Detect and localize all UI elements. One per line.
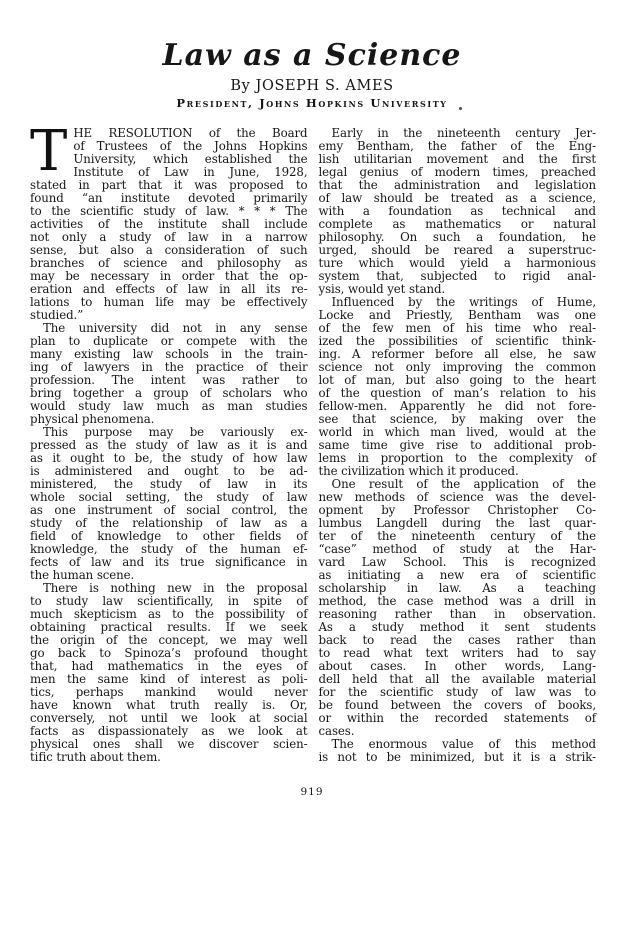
text-line: of Trustees of the Johns Hopkins (73, 139, 308, 153)
text-line: conversely, not until we look at social (30, 711, 308, 725)
text-line: urged, should be reared a superstruc- (318, 243, 596, 257)
text-line: lish utilitarian movement and the first (318, 152, 596, 166)
text-line: men the same kind of interest as poli- (30, 672, 308, 686)
text-line: pressed as the study of law as it is and (30, 438, 308, 452)
text-line: physical phenomena. (30, 412, 155, 426)
text-line: science not only improving the common (318, 360, 596, 374)
text-line: field of knowledge to other fields of (30, 529, 308, 543)
text-line: lations to human life may be effectively (30, 295, 308, 309)
text-line: ysis, would yet stand. (318, 282, 446, 296)
text-line: tics, perhaps mankind would never (30, 685, 308, 699)
text-line: may be necessary in order that the op- (30, 269, 308, 283)
text-line: studied.” (30, 308, 84, 322)
text-line: reasoning rather than in observation. (318, 607, 596, 621)
text-line: tific truth about them. (30, 750, 161, 764)
text-line: the human scene. (30, 568, 135, 582)
paragraph (30, 322, 308, 426)
text-line: system that, subjected to rigid anal- (318, 269, 596, 283)
text-line: Institute of Law in June, 1928, (73, 165, 308, 179)
text-line: to the scientific study of law. * * * The (30, 204, 308, 218)
text-line: obtaining practical results. If we seek (30, 620, 308, 634)
text-line: As a study method it sent students (318, 620, 596, 634)
byline-role: President, Johns Hopkins University (176, 96, 448, 110)
text-line: as initiating a new era of scientific (318, 568, 596, 582)
text-line: University, which established the (73, 152, 308, 166)
text-line: as one instrument of social control, the (30, 503, 308, 517)
text-line: eration and effects of law in all its re- (30, 282, 308, 296)
text-line: the origin of the concept, we may well (30, 633, 308, 647)
text-line: ture which would yield a harmonious (318, 256, 596, 270)
text-line: fects of law and its true significance in (30, 555, 308, 569)
text-line: be found between the covers of books, (318, 698, 596, 712)
text-line: would study law much as man studies (30, 399, 308, 413)
byline: By JOSEPH S. AMES (230, 78, 394, 94)
paragraph (30, 119, 308, 322)
text-line: ing of lawyers in the practice of their (30, 360, 308, 374)
text-line: for the scientific study of law was to (318, 685, 596, 699)
text-line: world in which man lived, would at the (318, 425, 596, 439)
right-column (319, 127, 597, 764)
text-line: knowledge, the study of the human ef- (30, 542, 308, 556)
text-line: ized the possibilities of scientific think- (318, 334, 596, 348)
text-line: about cases. In other words, Lang- (318, 659, 596, 673)
text-line: branches of science and philosophy as (30, 256, 308, 270)
text-line: cases. (318, 724, 355, 738)
text-line: found “an institute devoted primarily (30, 191, 308, 205)
text-line: sense, but also a consideration of such (30, 243, 308, 257)
paragraph (30, 426, 308, 582)
text-line: facts as dispassionately as we look at (30, 724, 308, 738)
text-line: Early in the nineteenth century Jer- (331, 126, 596, 140)
text-line: go back to Spinoza’s profound thought (30, 646, 308, 660)
text-line: There is nothing new in the proposal (43, 581, 308, 595)
text-line: lumbus Langdell during the last quar- (318, 516, 596, 530)
text-line: back to read the cases rather than (318, 633, 596, 647)
text-line: new methods of science was the devel- (318, 490, 596, 504)
text-line: method, the case method was a drill in (318, 594, 596, 608)
text-line: “case” method of study at the Har- (318, 542, 596, 556)
paragraph (319, 296, 597, 478)
paragraph (30, 582, 308, 764)
text-line: same time give rise to additional prob- (318, 438, 596, 452)
text-line: study of the relationship of law as a (30, 516, 308, 530)
text-line: This purpose may be variously ex- (43, 425, 308, 439)
text-line: profession. The intent was rather to (30, 373, 308, 387)
text-line: The university did not in any sense (43, 321, 308, 335)
article-body (0, 119, 624, 764)
drop-cap: T (30, 119, 68, 184)
text-line: dell held that all the available material (318, 672, 596, 686)
text-line: as it ought to be, the study of how law (30, 451, 308, 465)
text-line: opment by Professor Christopher Co- (318, 503, 596, 517)
text-line: whole social setting, the study of law (30, 490, 308, 504)
text-line: have known what truth really is. Or, (30, 698, 308, 712)
text-line: legal genius of modern times, preached (318, 165, 596, 179)
text-line: scholarship in law. As a teaching (318, 581, 596, 595)
text-line: that, had mathematics in the eyes of (30, 659, 308, 673)
text-line: many existing law schools in the train- (30, 347, 308, 361)
text-line: ing. A reformer before all else, he saw (318, 347, 596, 361)
text-line: the civilization which it produced. (318, 464, 519, 478)
scan-artifact-dot (459, 107, 462, 110)
text-line: to read what text writers had to say (318, 646, 596, 660)
text-line: much skepticism as to the possibility of (30, 607, 308, 621)
left-column (30, 119, 308, 764)
text-line: that the administration and legislation (318, 178, 596, 192)
text-line: complete as mathematics or natural (318, 217, 596, 231)
text-line: philosophy. On such a foundation, he (318, 230, 596, 244)
text-line: see that science, by making over the (318, 412, 596, 426)
text-line: lems in proportion to the complexity of (318, 451, 596, 465)
paragraph (319, 738, 597, 764)
text-line: of the question of man’s relation to his (318, 386, 596, 400)
text-line: HE RESOLUTION of the Board (73, 126, 308, 140)
text-line: is not to be minimized, but it is a strik- (318, 750, 596, 764)
article-title: Law as a Science (162, 38, 462, 73)
text-line: vard Law School. This is recognized (318, 555, 596, 569)
text-line: ter of the nineteenth century of the (318, 529, 596, 543)
text-line: with a foundation as technical and (318, 204, 596, 218)
paragraph (319, 478, 597, 738)
text-line: Influenced by the writings of Hume, (331, 295, 596, 309)
text-line: bring together a group of scholars who (30, 386, 308, 400)
text-line: or within the recorded statements of (318, 711, 596, 725)
text-line: emy Bentham, the father of the Eng- (318, 139, 596, 153)
text-line: Locke and Priestly, Bentham was one (318, 308, 596, 322)
text-line: ministered, the study of law in its (30, 477, 308, 491)
article-masthead (0, 0, 624, 110)
paragraph (319, 127, 597, 296)
text-line: is administered and ought to be ad- (30, 464, 308, 478)
text-line: physical ones shall we discover scien- (30, 737, 308, 751)
text-line: The enormous value of this method (331, 737, 596, 751)
text-line: fellow-men. Apparently he did not fore- (318, 399, 596, 413)
text-line: One result of the application of the (331, 477, 596, 491)
text-line: of the few men of his time who real- (318, 321, 596, 335)
text-line: activities of the institute shall include (30, 217, 308, 231)
text-line: plan to duplicate or compete with the (30, 334, 308, 348)
text-line: stated in part that it was proposed to (30, 178, 308, 192)
text-line: of law should be treated as a science, (318, 191, 596, 205)
text-line: to study law scientifically, in spite of (30, 594, 308, 608)
page-number: 919 (300, 786, 324, 798)
text-line: not only a study of law in a narrow (30, 230, 308, 244)
text-line: lot of man, but also going to the heart (318, 373, 596, 387)
